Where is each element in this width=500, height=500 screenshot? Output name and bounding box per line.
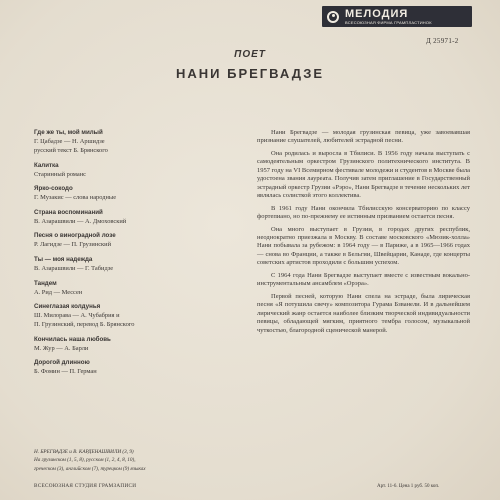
track-credit: А. Рид — Мессен (34, 288, 83, 296)
catalog-number: Д 25971-2 (426, 37, 459, 45)
bio-paragraph: Первой песней, которую Нани спела на эстраде, была лирическая песня «Я потушила свечу» композитора Гурама Бзванели. И в дальнейшем лирический жанр остается наиболее близким творческой индивидуальности певицы, обладающей мягким, приятного тембра голосом, музыкальной чуткостью, благородной сценической манерой. (257, 292, 470, 334)
track-title: Ты — моя надежда (34, 255, 93, 263)
track-item (34, 255, 254, 279)
logo-name: МЕЛОДИЯ (345, 7, 409, 20)
note-line: На грузинском (1, 5, 8), русском (1, 2, 4, 8, 10), (34, 457, 136, 464)
bio-paragraph: Нани Брегвадзе — молодая грузинская певица, уже завоевавшая признание слушателей, любителей эстрадной песни. (257, 129, 470, 145)
tracklist (34, 128, 254, 382)
bio-paragraph: С 1964 года Нани Брегвадзе выступает вместе с известным вокально-инструментальным ансамблем «Орэра». (257, 271, 470, 288)
track-title: Ярко-сокодо (34, 185, 73, 193)
track-credit: Р. Лагидзе — П. Грузинский (34, 241, 111, 249)
track-item (34, 231, 254, 255)
track-credit: П. Грузинский, перевод Б. Брянского (34, 321, 135, 329)
note-line: греческом (3), английском (7), турецком (9) языках (34, 465, 146, 472)
bio-paragraph: Она много выступает в Грузии, в городах других республик, неоднократно приезжала в Москву. В составе московского «Мюзик-холла» Нани побывала за рубежом: в 1964 году — в Париже, а в 1965—1966 годах — снова во Франции, а также в Бельгии, Швейцарии, Канаде, где концерты советских артистов проходили с большим успехом. (257, 225, 470, 267)
track-item (34, 184, 254, 208)
track-credit: русский текст Б. Брянского (34, 147, 108, 154)
studio-credit: ВСЕСОЮЗНАЯ СТУДИЯ ГРАМЗАПИСИ (34, 483, 137, 489)
track-item (34, 279, 254, 303)
track-credit: М. Жур — А. Барли (34, 344, 89, 352)
track-item (34, 208, 254, 232)
melodiya-logo (322, 6, 472, 27)
bio-paragraph: Она родилась и выросла в Тбилиси. В 1956 году начала выступать с самодеятельным оркестром Грузинского политехнического института. В 1957 году на VI Всемирном фестивале молодежи и студентов в Москве была удостоена звания лауреата. Получив затем приглашение в Государственный эстрадный оркестр Грузии «Рэро», Нани Брегвадзе в течение нескольких лет являлась солисткой этого коллектива. (257, 149, 470, 200)
poet-heading: ПОЕТ (234, 49, 266, 60)
track-credit: В. Азарашвили — А. Дмоховский (34, 217, 127, 225)
artist-name: НАНИ БРЕГВАДЗЕ (175, 66, 325, 81)
price-info: Арт. 11-6. Цена 1 руб. 50 коп. (377, 484, 440, 489)
track-title: Дорогой длинною (34, 359, 90, 367)
track-credit: Старинный романс (34, 170, 87, 178)
track-title: Синеглазая колдунья (34, 303, 101, 311)
note-line: Н. БРЕГВАДЗЕ и В. КАРДЕНАШВИЛИ (3, 9) (34, 449, 134, 455)
performance-notes (34, 448, 264, 473)
bio-paragraph: В 1961 году Нани окончила Тбилисскую консерваторию по классу фортепиано, но по-прежнему ее истинным призванием остается песня. (257, 204, 470, 221)
track-title: Песня о виноградной лозе (34, 232, 116, 240)
track-credit: Г. Цабадзе — Н. Аршидзе (34, 138, 105, 145)
track-item (34, 358, 254, 382)
track-credit: В. Азарашвили — Г. Табидзе (34, 264, 114, 272)
track-title: Где же ты, мой милый (34, 129, 103, 136)
track-title: Тандем (34, 279, 57, 287)
track-item (34, 161, 254, 185)
melodiya-emblem-icon (327, 10, 341, 24)
biography (257, 129, 470, 339)
track-item (34, 302, 254, 335)
track-item (34, 128, 254, 161)
track-credit: Ш. Милорава — А. Чубабрия и (34, 312, 120, 320)
track-title: Кончилась наша любовь (34, 335, 111, 343)
track-title: Калитка (34, 161, 59, 169)
track-credit: Г. Музакис — слова народные (34, 194, 117, 202)
track-credit: Б. Фомин — П. Герман (34, 368, 97, 376)
logo-subtitle: ВСЕСОЮЗНАЯ ФИРМА ГРАМПЛАСТИНОК (345, 19, 432, 25)
track-item (34, 335, 254, 359)
track-title: Страна воспоминаний (34, 208, 103, 216)
